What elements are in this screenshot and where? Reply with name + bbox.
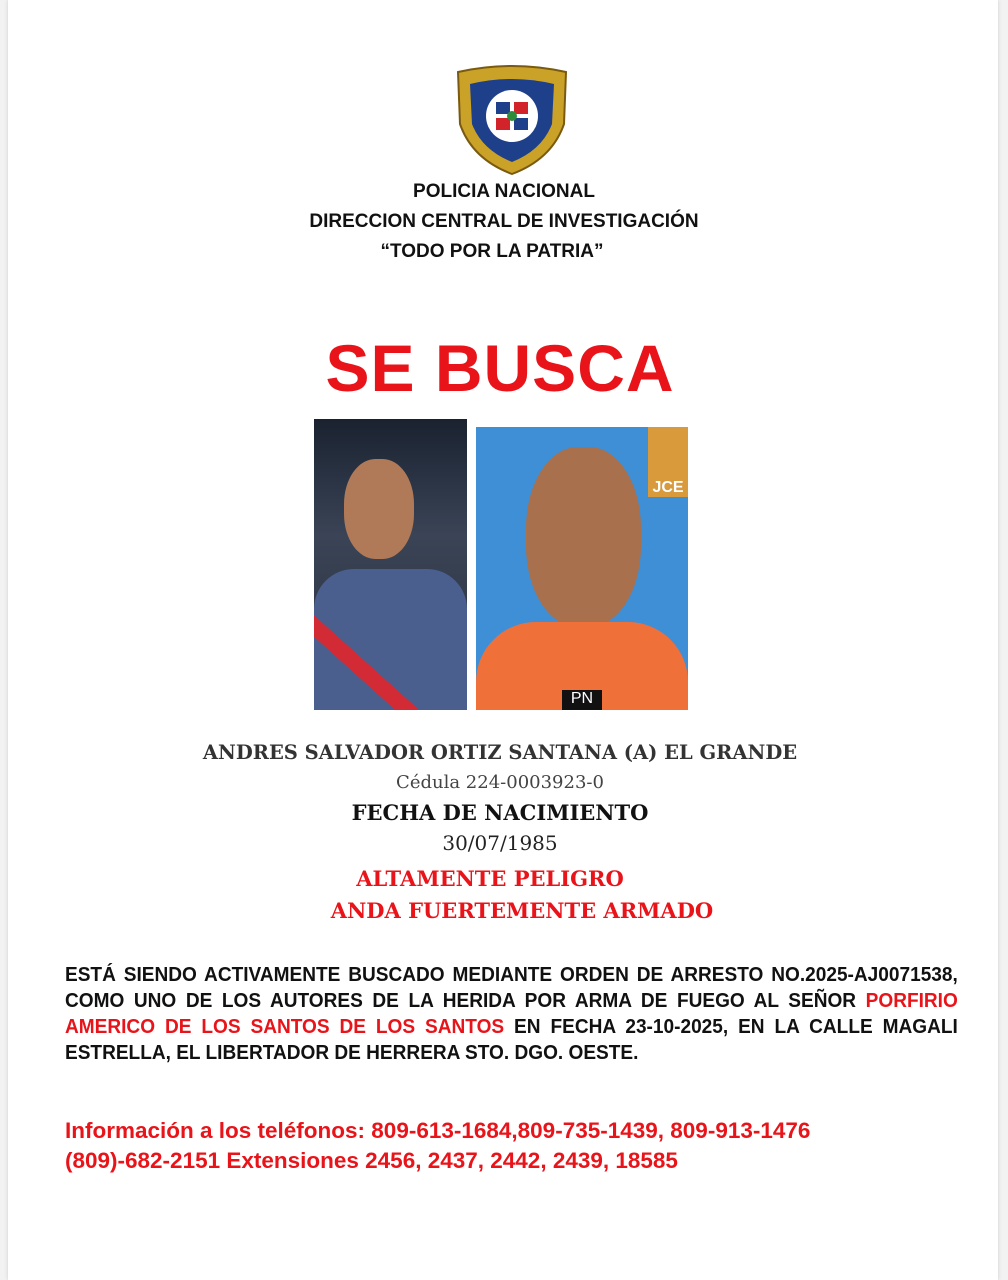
description-paragraph xyxy=(65,962,958,1066)
contact-extensions: (809)-682-2151 Extensiones 2456, 2437, 2442, 2439, 18585 xyxy=(65,1148,678,1173)
description-text-2: EN FECHA 23-10-2025, EN LA CALLE MAGALI ESTRELLA, EL LIBERTADOR DE HERRERA STO. DGO. OESTE. xyxy=(65,1015,958,1064)
dob-label: FECHA DE NACIMIENTO xyxy=(351,800,649,825)
pn-label: PN xyxy=(562,690,602,710)
suspect-photo-car xyxy=(314,419,467,710)
jce-label: JCE xyxy=(648,427,688,497)
warning-armed: ANDA FUERTEMENTE ARMADO xyxy=(330,898,714,923)
header-motto: “TODO POR LA PATRIA” xyxy=(380,241,604,262)
suspect-name: ANDRES SALVADOR ORTIZ SANTANA (A) EL GRANDE xyxy=(202,741,798,764)
header-department: DIRECCION CENTRAL DE INVESTIGACIÓN xyxy=(309,211,699,232)
description-text-1: ESTÁ SIENDO ACTIVAMENTE BUSCADO MEDIANTE ORDEN DE ARRESTO NO.2025-AJ0071538, COMO UNO DE LOS AUTORES DE LA HERIDA POR ARMA DE FUEGO AL SEÑOR xyxy=(65,963,958,1012)
suspect-cedula: Cédula 224-0003923-0 xyxy=(396,772,604,793)
contact-info xyxy=(65,1116,810,1176)
victim-name: PORFIRIO AMERICO DE LOS SANTOS DE LOS SANTOS xyxy=(65,989,958,1038)
contact-phones: Información a los teléfonos: 809-613-1684,809-735-1439, 809-913-1476 xyxy=(65,1118,811,1143)
dob-value: 30/07/1985 xyxy=(442,831,558,855)
dicrim-badge-logo xyxy=(452,64,572,176)
wanted-title: SE BUSCA xyxy=(325,331,675,405)
warning-dangerous: ALTAMENTE PELIGRO xyxy=(356,866,624,891)
suspect-id-photo xyxy=(476,427,688,710)
header-institution: POLICIA NACIONAL xyxy=(413,181,595,202)
